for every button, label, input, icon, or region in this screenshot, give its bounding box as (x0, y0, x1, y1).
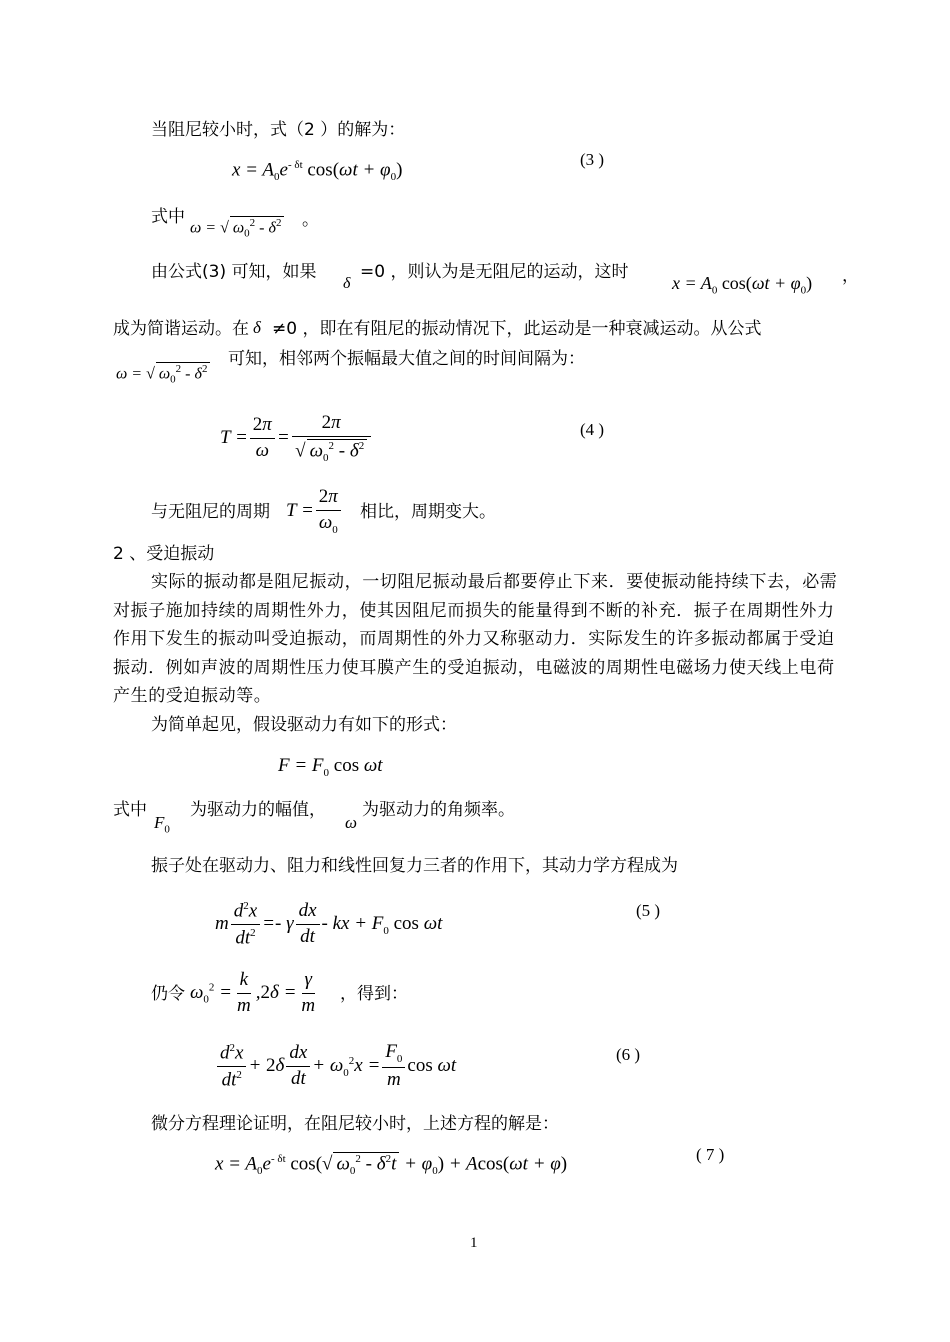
text-line: ≠0 ，即在有阻尼的振动情况下，此运动是一种衰减运动。从公式 (272, 319, 762, 339)
text-line: =0 ，则认为是无阻尼的运动，这时 (360, 262, 629, 282)
text-line: 当阻尼较小时，式（2 ）的解为： (151, 120, 406, 140)
text-line: 为驱动力的幅值， (190, 800, 326, 820)
page-number: 1 (470, 1235, 478, 1251)
equation-7: $x = A_0e^{- \delta t}$ cos(√ $\omega_0^2 - \delta^2t + \varphi_0) + Acos(\omega t + \varphi)$ (215, 1153, 568, 1178)
text-line: 与无阻尼的周期 (151, 502, 270, 522)
symbol-omega: ω (345, 813, 358, 832)
equation-driving-force: $F = F_0$ cos ωt (278, 755, 383, 779)
equation-number: ( 7 ) (696, 1145, 725, 1164)
text-line: 仍令 (151, 984, 185, 1004)
text-line: 式中 (151, 207, 185, 227)
equation-number: (5 ) (636, 901, 661, 920)
text-line: 为简单起见，假设驱动力有如下的形式： (151, 715, 457, 735)
text-line: 可知，相邻两个振幅最大值之间的时间间隔为： (228, 349, 585, 369)
section-heading: 2 、受迫振动 (113, 544, 215, 564)
equation-number: (6 ) (616, 1045, 641, 1064)
text-punct: 。 (302, 210, 319, 230)
text-line: 相比，周期变大。 (360, 502, 496, 522)
equation-number: (4 ) (580, 420, 605, 439)
paragraph-text: 实际的振动都是阻尼振动，一切阻尼振动最后都要停止下来．要使振动能持续下去，必需对振子施加持续的周期性外力，使其因阻尼而损失的能量得到不断的补充．振子在周期性外力作用下发生的振动叫受迫振动，而周期性的外力又称驱动力．实际发生的许多振动都属于受迫振动．例如声波的周期性压力使耳膜产生的受迫振动，电磁波的周期性电磁场力使天线上电荷产生的受迫振动等。 (113, 572, 838, 706)
text-line: 振子处在驱动力、阻力和线性回复力三者的作用下，其动力学方程成为 (151, 856, 678, 876)
symbol-F0: $F_0$ (154, 813, 170, 836)
omega-definition: ω = √ $\omega_0^2 - \delta^2$ (190, 216, 284, 240)
text-line: 微分方程理论证明，在阻尼较小时，上述方程的解是： (151, 1114, 559, 1134)
paragraph-forced-vibration (113, 568, 843, 711)
delta-symbol: δ (253, 318, 261, 337)
equation-5: m $\frac{d^2x}{dt^2}$ =- γ $\frac{dx}{dt}$ - kx + $F_0$ cos ωt (215, 900, 443, 949)
equation-undamped: $x = A_0$ $\cos(\omega t + \varphi_0)$ (672, 273, 813, 297)
equation-number: (3 ) (580, 150, 605, 169)
text-line: 式中 (113, 800, 147, 820)
equation-4: T = $\frac{2\pi}{\omega}$ = $\frac{2\pi}{√ \omega_0^2 - \delta^2}$ (220, 413, 373, 465)
equation-6: $\frac{d^2x}{dt^2}$ + 2δ $\frac{dx}{dt}$ + $\omega_0^2x$ = $\frac{F_0}{m}$ cos ωt (215, 1042, 456, 1091)
substitution-equation: $\omega_0^2$ = $\frac{k}{m}$ ,2δ = $\frac{\gamma}{m}$ (190, 969, 316, 1016)
equation-undamped-period: T = $\frac{2\pi}{\omega_0}$ (286, 487, 343, 536)
omega-definition: ω = √ $\omega_0^2 - \delta^2$ (116, 362, 210, 386)
delta-symbol: δ (343, 275, 351, 292)
text-line: 由公式(3) 可知，如果 (151, 262, 317, 282)
text-line: 成为简谐运动。在 (113, 319, 249, 339)
text-line: 为驱动力的角频率。 (362, 800, 515, 820)
text-line: ，得到： (340, 984, 408, 1004)
equation-3: $x = A_0e^{- \delta t}$ $\cos(\omega t + \varphi_0)$ (232, 159, 403, 184)
text-punct: ， (842, 266, 859, 286)
